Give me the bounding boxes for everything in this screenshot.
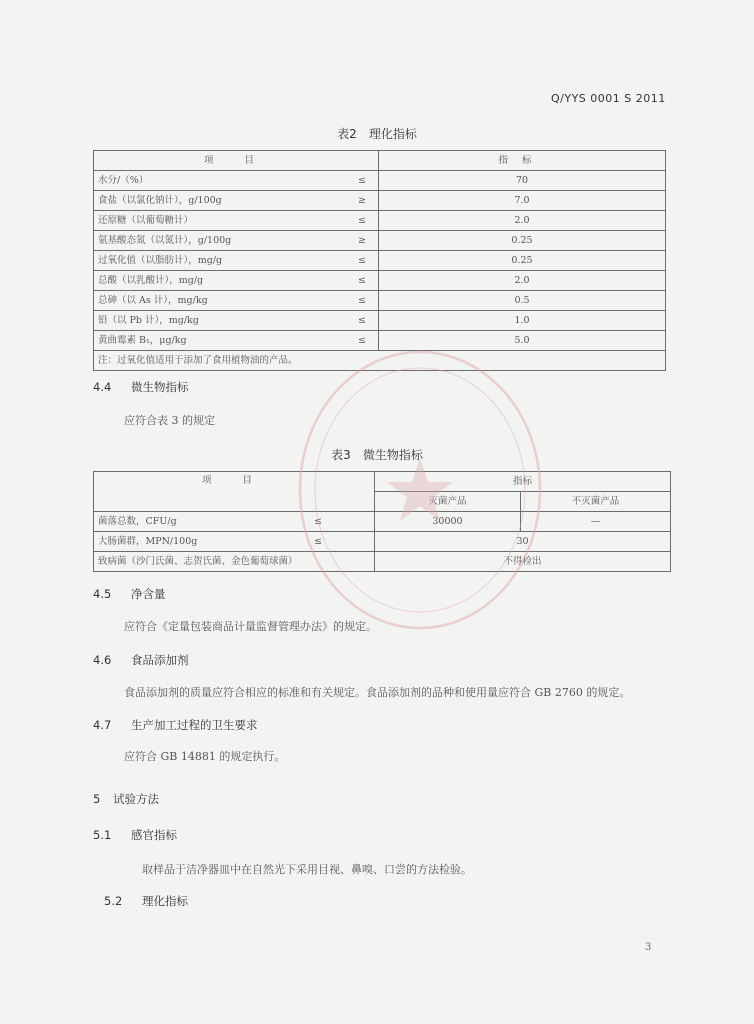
row-item: 大肠菌群，MPN/100g [98, 535, 198, 547]
table2-header-item: 项 目 [94, 151, 379, 171]
row-sym: ≤ [358, 274, 366, 286]
table3-label: 表3 [331, 448, 351, 462]
table-row [94, 191, 666, 211]
table3-header-item: 项 目 [94, 472, 375, 512]
row-value: 0.25 [379, 231, 666, 251]
table2-note-row [94, 351, 666, 371]
section-4-7-heading [93, 717, 258, 733]
row-value: 1.0 [379, 311, 666, 331]
table3-microbiological [93, 471, 671, 572]
row-item: 致病菌（沙门氏菌、志贺氏菌、金色葡萄球菌） [98, 555, 298, 567]
row-item: 铅（以 Pb 计），mg/kg [98, 314, 199, 326]
table-row [94, 211, 666, 231]
table-header-row [94, 151, 666, 171]
row-value: 7.0 [379, 191, 666, 211]
section-5-heading [93, 791, 159, 807]
row-value: 0.25 [379, 251, 666, 271]
row-value: 不得检出 [375, 552, 671, 572]
table-header-row [94, 472, 671, 492]
row-value: 0.5 [379, 291, 666, 311]
row-item: 黄曲霉素 B₁，μg/kg [98, 334, 187, 346]
row-item: 总砷（以 As 计），mg/kg [98, 294, 208, 306]
table-row [94, 231, 666, 251]
row-sym: ≤ [358, 314, 366, 326]
table2-header-index: 指标 [379, 151, 666, 171]
row-sym: ≤ [358, 334, 366, 346]
row-item: 还原糖（以葡萄糖计） [98, 214, 194, 226]
table-row [94, 532, 671, 552]
row-value: 5.0 [379, 331, 666, 351]
row-value-nonsterilized: — [521, 512, 671, 532]
row-sym: ≥ [358, 234, 366, 246]
row-item: 菌落总数，CFU/g [98, 515, 177, 527]
section-number: 5 [93, 792, 101, 806]
section-title: 理化指标 [142, 894, 188, 908]
section-number: 5.1 [93, 828, 112, 842]
row-item: 总酸（以乳酸计），mg/g [98, 274, 204, 286]
section-number: 4.7 [93, 718, 112, 732]
table3-header-index: 指标 [375, 472, 671, 492]
row-value: 2.0 [379, 271, 666, 291]
section-title: 净含量 [131, 587, 166, 601]
row-sym: ≤ [314, 535, 322, 547]
row-value: 2.0 [379, 211, 666, 231]
section-title: 食品添加剂 [131, 653, 189, 667]
section-4-6-text: 食品添加剂的质量应符合相应的标准和有关规定。食品添加剂的品种和使用量应符合 GB 2760 的规定。 [124, 686, 631, 699]
row-sym: ≤ [358, 254, 366, 266]
section-title: 生产加工过程的卫生要求 [131, 718, 258, 732]
table-row [94, 311, 666, 331]
row-item: 过氧化值（以脂肪计），mg/g [98, 254, 223, 266]
section-4-7-text: 应符合 GB 14881 的规定执行。 [124, 750, 286, 763]
table3-title [0, 446, 754, 463]
section-4-6-heading [93, 652, 189, 668]
row-item: 水分/（%） [98, 174, 149, 186]
row-sym: ≤ [314, 515, 322, 527]
table-row [94, 291, 666, 311]
table2-physicochemical [93, 150, 666, 371]
section-4-4-heading [93, 379, 189, 395]
table-row [94, 251, 666, 271]
section-title: 感官指标 [131, 828, 177, 842]
row-item: 氨基酸态氮（以氮计），g/100g [98, 234, 232, 246]
table3-sub-sterilized: 灭菌产品 [375, 492, 521, 512]
row-sym: ≤ [358, 294, 366, 306]
table-row [94, 512, 671, 532]
row-value: 30 [375, 532, 671, 552]
row-value: 70 [379, 171, 666, 191]
row-sym: ≤ [358, 214, 366, 226]
table3-title-text: 微生物指标 [362, 448, 423, 462]
section-5-1-heading [93, 827, 177, 843]
table3-sub-nonsterilized: 不灭菌产品 [521, 492, 671, 512]
section-number: 4.6 [93, 653, 112, 667]
standard-code: Q/YYS 0001 S 2011 [551, 92, 666, 105]
row-item: 食盐（以氯化钠计），g/100g [98, 194, 222, 206]
section-4-5-heading [93, 586, 166, 602]
row-sym: ≥ [358, 194, 366, 206]
table-row [94, 271, 666, 291]
table2-label: 表2 [337, 127, 357, 141]
row-sym: ≤ [358, 174, 366, 186]
section-5-1-text: 取样品于洁净器皿中在自然光下采用目视、鼻嗅、口尝的方法检验。 [142, 863, 472, 876]
section-4-5-text: 应符合《定量包装商品计量监督管理办法》的规定。 [124, 620, 377, 633]
table2-note: 注：过氧化值适用于添加了食用植物油的产品。 [94, 351, 666, 371]
row-value-sterilized: 30000 [375, 512, 521, 532]
page-number: 3 [645, 942, 652, 953]
table-row [94, 552, 671, 572]
section-number: 4.4 [93, 380, 112, 394]
section-title: 试验方法 [113, 792, 159, 806]
section-number: 5.2 [104, 894, 123, 908]
table2-title-text: 理化指标 [368, 127, 417, 141]
section-number: 4.5 [93, 587, 112, 601]
section-title: 微生物指标 [131, 380, 189, 394]
section-4-4-text: 应符合表 3 的规定 [124, 414, 215, 427]
section-5-2-heading [104, 893, 188, 909]
table2-title [0, 125, 754, 142]
table-row [94, 171, 666, 191]
table-row [94, 331, 666, 351]
